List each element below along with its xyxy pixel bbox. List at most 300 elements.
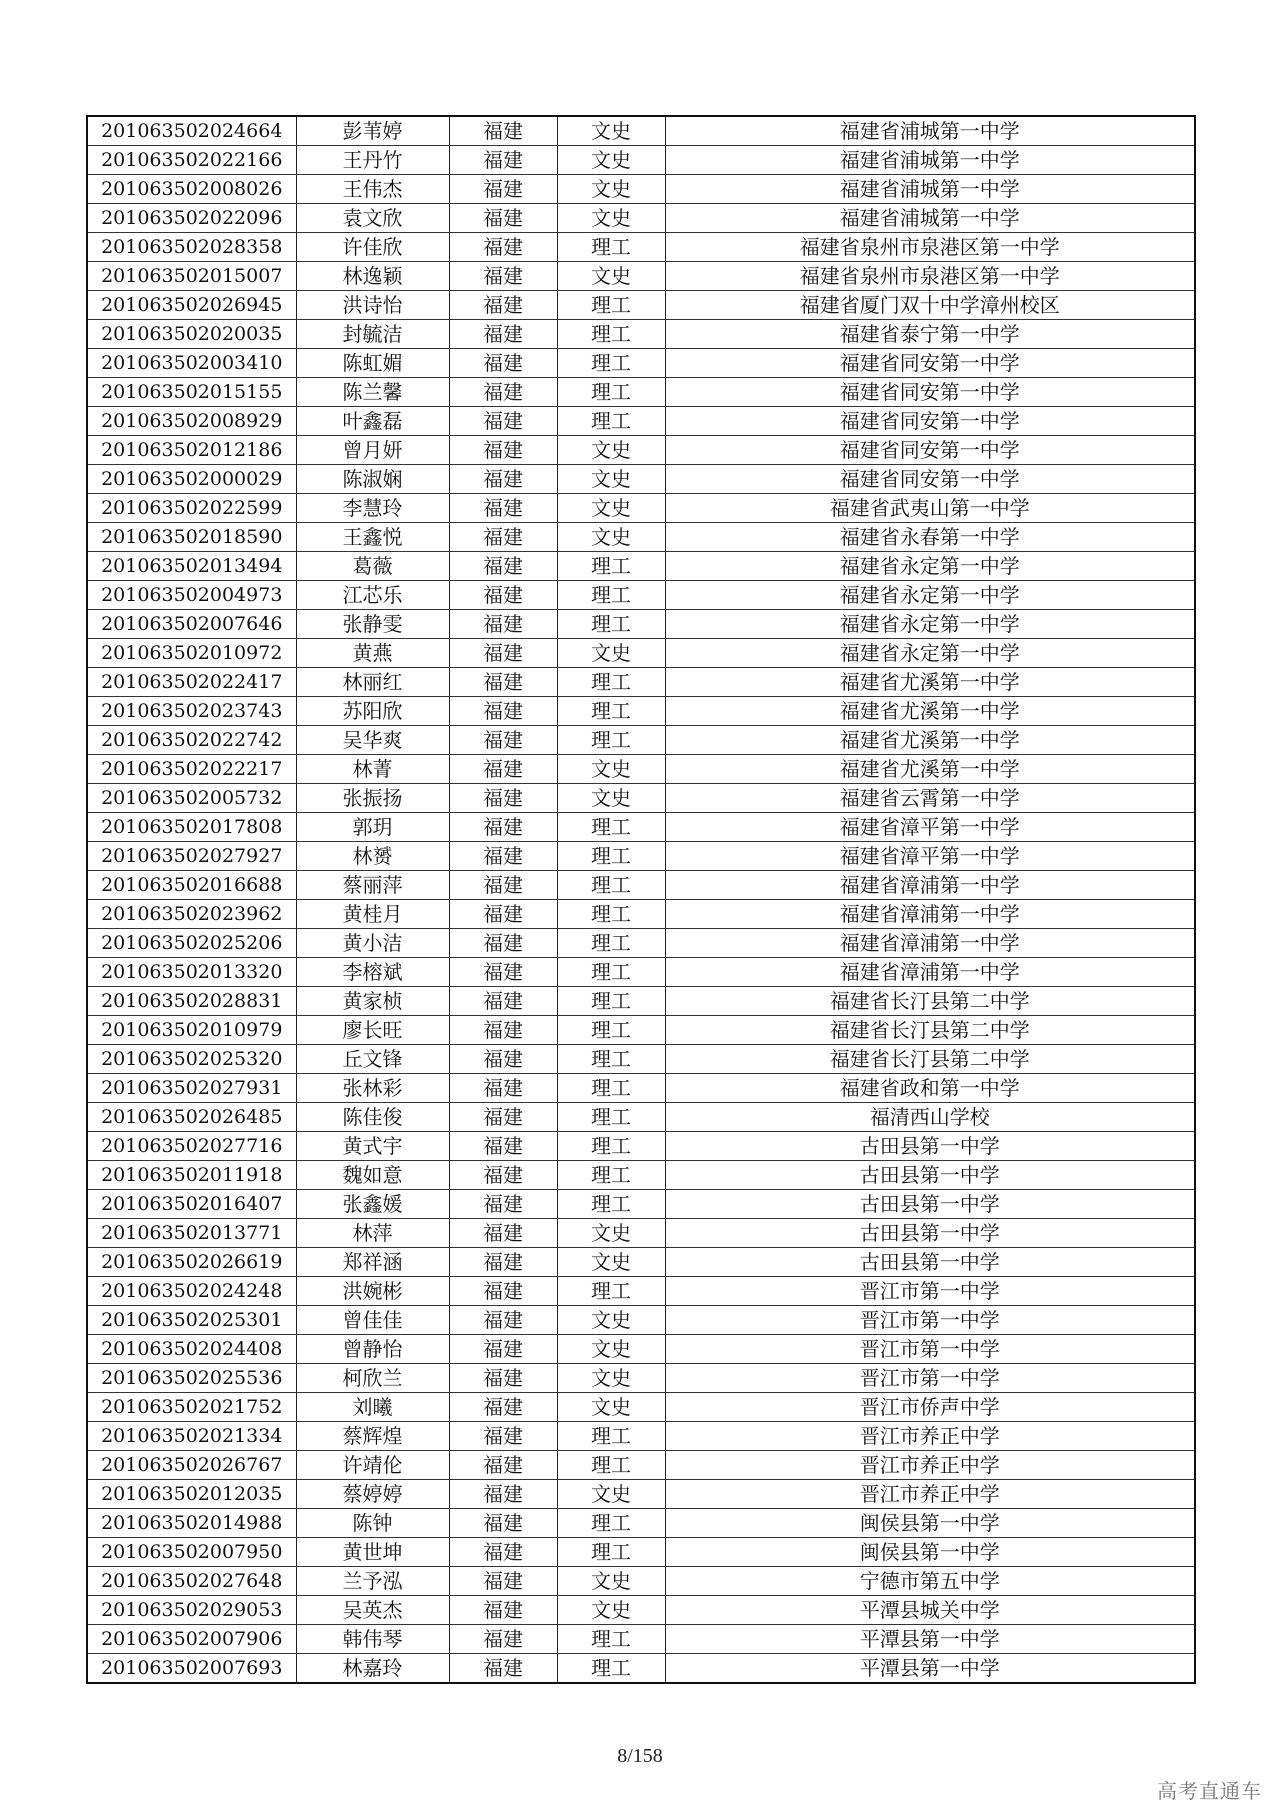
province-cell: 福建 bbox=[449, 146, 557, 175]
province-cell: 福建 bbox=[449, 1219, 557, 1248]
school-cell: 宁德市第五中学 bbox=[665, 1567, 1195, 1596]
name-cell: 陈钟 bbox=[296, 1509, 449, 1538]
candidate-id-cell: 201063502022217 bbox=[87, 755, 296, 784]
table-row bbox=[87, 1567, 1195, 1596]
candidate-id-cell: 201063502015155 bbox=[87, 378, 296, 407]
name-cell: 叶鑫磊 bbox=[296, 407, 449, 436]
candidate-id-cell: 201063502024248 bbox=[87, 1277, 296, 1306]
province-cell: 福建 bbox=[449, 697, 557, 726]
school-cell: 福建省永定第一中学 bbox=[665, 581, 1195, 610]
table-row bbox=[87, 1074, 1195, 1103]
track-cell: 理工 bbox=[557, 378, 665, 407]
province-cell: 福建 bbox=[449, 1016, 557, 1045]
track-cell: 文史 bbox=[557, 494, 665, 523]
name-cell: 丘文锋 bbox=[296, 1045, 449, 1074]
school-cell: 福建省泉州市泉港区第一中学 bbox=[665, 262, 1195, 291]
track-cell: 文史 bbox=[557, 755, 665, 784]
name-cell: 郑祥涵 bbox=[296, 1248, 449, 1277]
track-cell: 理工 bbox=[557, 349, 665, 378]
school-cell: 平潭县第一中学 bbox=[665, 1625, 1195, 1654]
candidate-id-cell: 201063502026767 bbox=[87, 1451, 296, 1480]
name-cell: 廖长旺 bbox=[296, 1016, 449, 1045]
province-cell: 福建 bbox=[449, 349, 557, 378]
name-cell: 蔡婷婷 bbox=[296, 1480, 449, 1509]
track-cell: 理工 bbox=[557, 552, 665, 581]
track-cell: 理工 bbox=[557, 233, 665, 262]
province-cell: 福建 bbox=[449, 116, 557, 146]
table-row bbox=[87, 146, 1195, 175]
candidate-id-cell: 201063502023962 bbox=[87, 900, 296, 929]
table-row bbox=[87, 1335, 1195, 1364]
name-cell: 王丹竹 bbox=[296, 146, 449, 175]
table-row bbox=[87, 987, 1195, 1016]
province-cell: 福建 bbox=[449, 668, 557, 697]
table-row bbox=[87, 1103, 1195, 1132]
table-row bbox=[87, 1190, 1195, 1219]
name-cell: 黄燕 bbox=[296, 639, 449, 668]
school-cell: 福建省尤溪第一中学 bbox=[665, 755, 1195, 784]
table-row bbox=[87, 1480, 1195, 1509]
track-cell: 理工 bbox=[557, 1277, 665, 1306]
candidate-id-cell: 201063502012035 bbox=[87, 1480, 296, 1509]
table-row bbox=[87, 436, 1195, 465]
table-row bbox=[87, 1451, 1195, 1480]
name-cell: 林逸颖 bbox=[296, 262, 449, 291]
candidate-id-cell: 201063502020035 bbox=[87, 320, 296, 349]
name-cell: 魏如意 bbox=[296, 1161, 449, 1190]
school-cell: 福建省永春第一中学 bbox=[665, 523, 1195, 552]
track-cell: 理工 bbox=[557, 726, 665, 755]
track-cell: 理工 bbox=[557, 1509, 665, 1538]
name-cell: 吴华爽 bbox=[296, 726, 449, 755]
province-cell: 福建 bbox=[449, 1596, 557, 1625]
candidate-id-cell: 201063502021752 bbox=[87, 1393, 296, 1422]
school-cell: 晋江市第一中学 bbox=[665, 1277, 1195, 1306]
table-row bbox=[87, 900, 1195, 929]
candidate-id-cell: 201063502026485 bbox=[87, 1103, 296, 1132]
candidate-id-cell: 201063502027931 bbox=[87, 1074, 296, 1103]
name-cell: 李榕斌 bbox=[296, 958, 449, 987]
province-cell: 福建 bbox=[449, 1422, 557, 1451]
table-row bbox=[87, 1277, 1195, 1306]
table-row bbox=[87, 291, 1195, 320]
province-cell: 福建 bbox=[449, 987, 557, 1016]
province-cell: 福建 bbox=[449, 407, 557, 436]
track-cell: 理工 bbox=[557, 987, 665, 1016]
table-row bbox=[87, 639, 1195, 668]
name-cell: 林菁 bbox=[296, 755, 449, 784]
province-cell: 福建 bbox=[449, 262, 557, 291]
track-cell: 理工 bbox=[557, 1016, 665, 1045]
table-row bbox=[87, 1132, 1195, 1161]
table-row bbox=[87, 1016, 1195, 1045]
candidate-id-cell: 201063502029053 bbox=[87, 1596, 296, 1625]
province-cell: 福建 bbox=[449, 523, 557, 552]
province-cell: 福建 bbox=[449, 436, 557, 465]
track-cell: 文史 bbox=[557, 639, 665, 668]
track-cell: 文史 bbox=[557, 1567, 665, 1596]
track-cell: 文史 bbox=[557, 175, 665, 204]
table-row bbox=[87, 668, 1195, 697]
candidate-id-cell: 201063502007693 bbox=[87, 1654, 296, 1684]
name-cell: 张振扬 bbox=[296, 784, 449, 813]
province-cell: 福建 bbox=[449, 233, 557, 262]
table-row bbox=[87, 116, 1195, 146]
track-cell: 文史 bbox=[557, 1306, 665, 1335]
school-cell: 晋江市第一中学 bbox=[665, 1364, 1195, 1393]
school-cell: 福建省武夷山第一中学 bbox=[665, 494, 1195, 523]
school-cell: 福建省同安第一中学 bbox=[665, 465, 1195, 494]
name-cell: 许佳欣 bbox=[296, 233, 449, 262]
candidate-id-cell: 201063502023743 bbox=[87, 697, 296, 726]
name-cell: 兰予泓 bbox=[296, 1567, 449, 1596]
track-cell: 理工 bbox=[557, 1132, 665, 1161]
school-cell: 福建省漳浦第一中学 bbox=[665, 871, 1195, 900]
school-cell: 福建省尤溪第一中学 bbox=[665, 668, 1195, 697]
province-cell: 福建 bbox=[449, 1364, 557, 1393]
table-row bbox=[87, 813, 1195, 842]
candidate-id-cell: 201063502022742 bbox=[87, 726, 296, 755]
name-cell: 张林彩 bbox=[296, 1074, 449, 1103]
candidate-id-cell: 201063502028358 bbox=[87, 233, 296, 262]
name-cell: 洪诗怡 bbox=[296, 291, 449, 320]
table-row bbox=[87, 1161, 1195, 1190]
province-cell: 福建 bbox=[449, 1074, 557, 1103]
candidate-id-cell: 201063502013320 bbox=[87, 958, 296, 987]
track-cell: 理工 bbox=[557, 842, 665, 871]
school-cell: 福建省漳平第一中学 bbox=[665, 842, 1195, 871]
province-cell: 福建 bbox=[449, 1654, 557, 1684]
name-cell: 林赟 bbox=[296, 842, 449, 871]
school-cell: 福建省漳浦第一中学 bbox=[665, 958, 1195, 987]
name-cell: 刘曦 bbox=[296, 1393, 449, 1422]
school-cell: 福建省尤溪第一中学 bbox=[665, 726, 1195, 755]
candidate-id-cell: 201063502024408 bbox=[87, 1335, 296, 1364]
school-cell: 古田县第一中学 bbox=[665, 1132, 1195, 1161]
table-row bbox=[87, 1045, 1195, 1074]
school-cell: 福建省浦城第一中学 bbox=[665, 116, 1195, 146]
candidate-id-cell: 201063502022166 bbox=[87, 146, 296, 175]
candidate-id-cell: 201063502005732 bbox=[87, 784, 296, 813]
candidate-id-cell: 201063502015007 bbox=[87, 262, 296, 291]
table-row bbox=[87, 784, 1195, 813]
candidate-id-cell: 201063502022599 bbox=[87, 494, 296, 523]
track-cell: 文史 bbox=[557, 1393, 665, 1422]
candidate-id-cell: 201063502008026 bbox=[87, 175, 296, 204]
table-row bbox=[87, 929, 1195, 958]
province-cell: 福建 bbox=[449, 320, 557, 349]
track-cell: 理工 bbox=[557, 668, 665, 697]
name-cell: 陈佳俊 bbox=[296, 1103, 449, 1132]
table-row bbox=[87, 1393, 1195, 1422]
track-cell: 文史 bbox=[557, 204, 665, 233]
track-cell: 文史 bbox=[557, 436, 665, 465]
track-cell: 理工 bbox=[557, 1074, 665, 1103]
name-cell: 黄小洁 bbox=[296, 929, 449, 958]
track-cell: 理工 bbox=[557, 1103, 665, 1132]
watermark: 高考直通车 bbox=[1157, 1779, 1262, 1803]
province-cell: 福建 bbox=[449, 1306, 557, 1335]
candidate-id-cell: 201063502007906 bbox=[87, 1625, 296, 1654]
candidate-id-cell: 201063502025206 bbox=[87, 929, 296, 958]
school-cell: 福建省长汀县第二中学 bbox=[665, 987, 1195, 1016]
name-cell: 黄世坤 bbox=[296, 1538, 449, 1567]
name-cell: 蔡辉煌 bbox=[296, 1422, 449, 1451]
table-row bbox=[87, 465, 1195, 494]
school-cell: 古田县第一中学 bbox=[665, 1219, 1195, 1248]
province-cell: 福建 bbox=[449, 494, 557, 523]
name-cell: 林嘉玲 bbox=[296, 1654, 449, 1684]
name-cell: 王鑫悦 bbox=[296, 523, 449, 552]
name-cell: 陈虹媚 bbox=[296, 349, 449, 378]
name-cell: 江芯乐 bbox=[296, 581, 449, 610]
candidate-id-cell: 201063502010979 bbox=[87, 1016, 296, 1045]
school-cell: 福建省同安第一中学 bbox=[665, 349, 1195, 378]
province-cell: 福建 bbox=[449, 842, 557, 871]
school-cell: 福建省永定第一中学 bbox=[665, 552, 1195, 581]
name-cell: 曾月妍 bbox=[296, 436, 449, 465]
table-row bbox=[87, 494, 1195, 523]
school-cell: 平潭县城关中学 bbox=[665, 1596, 1195, 1625]
track-cell: 理工 bbox=[557, 958, 665, 987]
table-row bbox=[87, 320, 1195, 349]
school-cell: 平潭县第一中学 bbox=[665, 1654, 1195, 1684]
candidate-id-cell: 201063502013771 bbox=[87, 1219, 296, 1248]
track-cell: 理工 bbox=[557, 581, 665, 610]
province-cell: 福建 bbox=[449, 784, 557, 813]
table-row bbox=[87, 349, 1195, 378]
school-cell: 福建省同安第一中学 bbox=[665, 407, 1195, 436]
province-cell: 福建 bbox=[449, 1451, 557, 1480]
name-cell: 蔡丽萍 bbox=[296, 871, 449, 900]
name-cell: 韩伟琴 bbox=[296, 1625, 449, 1654]
school-cell: 福建省长汀县第二中学 bbox=[665, 1045, 1195, 1074]
province-cell: 福建 bbox=[449, 204, 557, 233]
candidate-id-cell: 201063502012186 bbox=[87, 436, 296, 465]
province-cell: 福建 bbox=[449, 378, 557, 407]
name-cell: 林萍 bbox=[296, 1219, 449, 1248]
name-cell: 黄家桢 bbox=[296, 987, 449, 1016]
province-cell: 福建 bbox=[449, 929, 557, 958]
table-row bbox=[87, 1596, 1195, 1625]
track-cell: 文史 bbox=[557, 523, 665, 552]
province-cell: 福建 bbox=[449, 871, 557, 900]
table-row bbox=[87, 842, 1195, 871]
table-row bbox=[87, 523, 1195, 552]
school-cell: 福建省泉州市泉港区第一中学 bbox=[665, 233, 1195, 262]
candidate-id-cell: 201063502024664 bbox=[87, 116, 296, 146]
candidate-id-cell: 201063502022417 bbox=[87, 668, 296, 697]
candidate-id-cell: 201063502026619 bbox=[87, 1248, 296, 1277]
name-cell: 李慧玲 bbox=[296, 494, 449, 523]
name-cell: 吴英杰 bbox=[296, 1596, 449, 1625]
school-cell: 晋江市第一中学 bbox=[665, 1335, 1195, 1364]
candidate-id-cell: 201063502011918 bbox=[87, 1161, 296, 1190]
track-cell: 文史 bbox=[557, 1335, 665, 1364]
track-cell: 理工 bbox=[557, 1161, 665, 1190]
province-cell: 福建 bbox=[449, 1538, 557, 1567]
roster-table bbox=[86, 115, 1196, 1684]
province-cell: 福建 bbox=[449, 813, 557, 842]
school-cell: 福清西山学校 bbox=[665, 1103, 1195, 1132]
province-cell: 福建 bbox=[449, 1625, 557, 1654]
school-cell: 古田县第一中学 bbox=[665, 1161, 1195, 1190]
school-cell: 福建省政和第一中学 bbox=[665, 1074, 1195, 1103]
name-cell: 曾佳佳 bbox=[296, 1306, 449, 1335]
province-cell: 福建 bbox=[449, 465, 557, 494]
candidate-id-cell: 201063502027927 bbox=[87, 842, 296, 871]
candidate-id-cell: 201063502000029 bbox=[87, 465, 296, 494]
track-cell: 理工 bbox=[557, 1190, 665, 1219]
school-cell: 福建省漳浦第一中学 bbox=[665, 900, 1195, 929]
track-cell: 理工 bbox=[557, 929, 665, 958]
name-cell: 柯欣兰 bbox=[296, 1364, 449, 1393]
table-row bbox=[87, 871, 1195, 900]
province-cell: 福建 bbox=[449, 900, 557, 929]
candidate-id-cell: 201063502008929 bbox=[87, 407, 296, 436]
track-cell: 文史 bbox=[557, 1596, 665, 1625]
track-cell: 文史 bbox=[557, 116, 665, 146]
candidate-id-cell: 201063502028831 bbox=[87, 987, 296, 1016]
track-cell: 理工 bbox=[557, 407, 665, 436]
table-row bbox=[87, 262, 1195, 291]
table-row bbox=[87, 755, 1195, 784]
table-row bbox=[87, 697, 1195, 726]
name-cell: 郭玥 bbox=[296, 813, 449, 842]
candidate-id-cell: 201063502025320 bbox=[87, 1045, 296, 1074]
candidate-id-cell: 201063502022096 bbox=[87, 204, 296, 233]
track-cell: 文史 bbox=[557, 262, 665, 291]
province-cell: 福建 bbox=[449, 552, 557, 581]
table-row bbox=[87, 1248, 1195, 1277]
name-cell: 苏阳欣 bbox=[296, 697, 449, 726]
school-cell: 晋江市第一中学 bbox=[665, 1306, 1195, 1335]
province-cell: 福建 bbox=[449, 1045, 557, 1074]
track-cell: 文史 bbox=[557, 1219, 665, 1248]
track-cell: 理工 bbox=[557, 291, 665, 320]
name-cell: 黄桂月 bbox=[296, 900, 449, 929]
school-cell: 福建省浦城第一中学 bbox=[665, 175, 1195, 204]
track-cell: 文史 bbox=[557, 465, 665, 494]
roster-body bbox=[87, 116, 1195, 1683]
candidate-id-cell: 201063502016407 bbox=[87, 1190, 296, 1219]
table-row bbox=[87, 958, 1195, 987]
candidate-id-cell: 201063502003410 bbox=[87, 349, 296, 378]
candidate-id-cell: 201063502027716 bbox=[87, 1132, 296, 1161]
table-row bbox=[87, 1625, 1195, 1654]
candidate-id-cell: 201063502013494 bbox=[87, 552, 296, 581]
province-cell: 福建 bbox=[449, 1248, 557, 1277]
candidate-id-cell: 201063502017808 bbox=[87, 813, 296, 842]
table-row bbox=[87, 1509, 1195, 1538]
province-cell: 福建 bbox=[449, 1277, 557, 1306]
province-cell: 福建 bbox=[449, 755, 557, 784]
track-cell: 理工 bbox=[557, 900, 665, 929]
school-cell: 古田县第一中学 bbox=[665, 1190, 1195, 1219]
candidate-id-cell: 201063502021334 bbox=[87, 1422, 296, 1451]
track-cell: 理工 bbox=[557, 871, 665, 900]
province-cell: 福建 bbox=[449, 175, 557, 204]
school-cell: 福建省长汀县第二中学 bbox=[665, 1016, 1195, 1045]
province-cell: 福建 bbox=[449, 639, 557, 668]
name-cell: 黄式宇 bbox=[296, 1132, 449, 1161]
candidate-id-cell: 201063502025301 bbox=[87, 1306, 296, 1335]
table-row bbox=[87, 552, 1195, 581]
table-row bbox=[87, 1538, 1195, 1567]
table-row bbox=[87, 175, 1195, 204]
school-cell: 福建省浦城第一中学 bbox=[665, 204, 1195, 233]
name-cell: 陈淑娴 bbox=[296, 465, 449, 494]
candidate-id-cell: 201063502016688 bbox=[87, 871, 296, 900]
table-row bbox=[87, 1422, 1195, 1451]
name-cell: 王伟杰 bbox=[296, 175, 449, 204]
province-cell: 福建 bbox=[449, 291, 557, 320]
school-cell: 福建省厦门双十中学漳州校区 bbox=[665, 291, 1195, 320]
province-cell: 福建 bbox=[449, 581, 557, 610]
track-cell: 理工 bbox=[557, 610, 665, 639]
track-cell: 文史 bbox=[557, 1480, 665, 1509]
province-cell: 福建 bbox=[449, 958, 557, 987]
table-row bbox=[87, 233, 1195, 262]
school-cell: 闽侯县第一中学 bbox=[665, 1509, 1195, 1538]
track-cell: 理工 bbox=[557, 1422, 665, 1451]
province-cell: 福建 bbox=[449, 1509, 557, 1538]
candidate-id-cell: 201063502007950 bbox=[87, 1538, 296, 1567]
school-cell: 晋江市养正中学 bbox=[665, 1451, 1195, 1480]
name-cell: 张静雯 bbox=[296, 610, 449, 639]
table-row bbox=[87, 1306, 1195, 1335]
province-cell: 福建 bbox=[449, 610, 557, 639]
candidate-id-cell: 201063502004973 bbox=[87, 581, 296, 610]
school-cell: 福建省尤溪第一中学 bbox=[665, 697, 1195, 726]
school-cell: 福建省云霄第一中学 bbox=[665, 784, 1195, 813]
name-cell: 彭苇婷 bbox=[296, 116, 449, 146]
province-cell: 福建 bbox=[449, 1103, 557, 1132]
candidate-id-cell: 201063502026945 bbox=[87, 291, 296, 320]
school-cell: 闽侯县第一中学 bbox=[665, 1538, 1195, 1567]
table-row bbox=[87, 378, 1195, 407]
track-cell: 理工 bbox=[557, 1654, 665, 1684]
school-cell: 福建省漳平第一中学 bbox=[665, 813, 1195, 842]
school-cell: 古田县第一中学 bbox=[665, 1248, 1195, 1277]
track-cell: 理工 bbox=[557, 320, 665, 349]
track-cell: 文史 bbox=[557, 1248, 665, 1277]
table-row bbox=[87, 581, 1195, 610]
name-cell: 许靖伦 bbox=[296, 1451, 449, 1480]
table-row bbox=[87, 1364, 1195, 1393]
school-cell: 福建省同安第一中学 bbox=[665, 436, 1195, 465]
track-cell: 文史 bbox=[557, 1364, 665, 1393]
candidate-id-cell: 201063502010972 bbox=[87, 639, 296, 668]
province-cell: 福建 bbox=[449, 1335, 557, 1364]
candidate-id-cell: 201063502014988 bbox=[87, 1509, 296, 1538]
name-cell: 曾静怡 bbox=[296, 1335, 449, 1364]
track-cell: 理工 bbox=[557, 1045, 665, 1074]
province-cell: 福建 bbox=[449, 726, 557, 755]
table-row bbox=[87, 407, 1195, 436]
school-cell: 福建省浦城第一中学 bbox=[665, 146, 1195, 175]
name-cell: 封毓洁 bbox=[296, 320, 449, 349]
name-cell: 陈兰馨 bbox=[296, 378, 449, 407]
name-cell: 林丽红 bbox=[296, 668, 449, 697]
school-cell: 福建省泰宁第一中学 bbox=[665, 320, 1195, 349]
school-cell: 晋江市养正中学 bbox=[665, 1480, 1195, 1509]
candidate-id-cell: 201063502007646 bbox=[87, 610, 296, 639]
page-number: 8/158 bbox=[617, 1745, 663, 1767]
candidate-id-cell: 201063502025536 bbox=[87, 1364, 296, 1393]
school-cell: 福建省永定第一中学 bbox=[665, 610, 1195, 639]
table-row bbox=[87, 726, 1195, 755]
